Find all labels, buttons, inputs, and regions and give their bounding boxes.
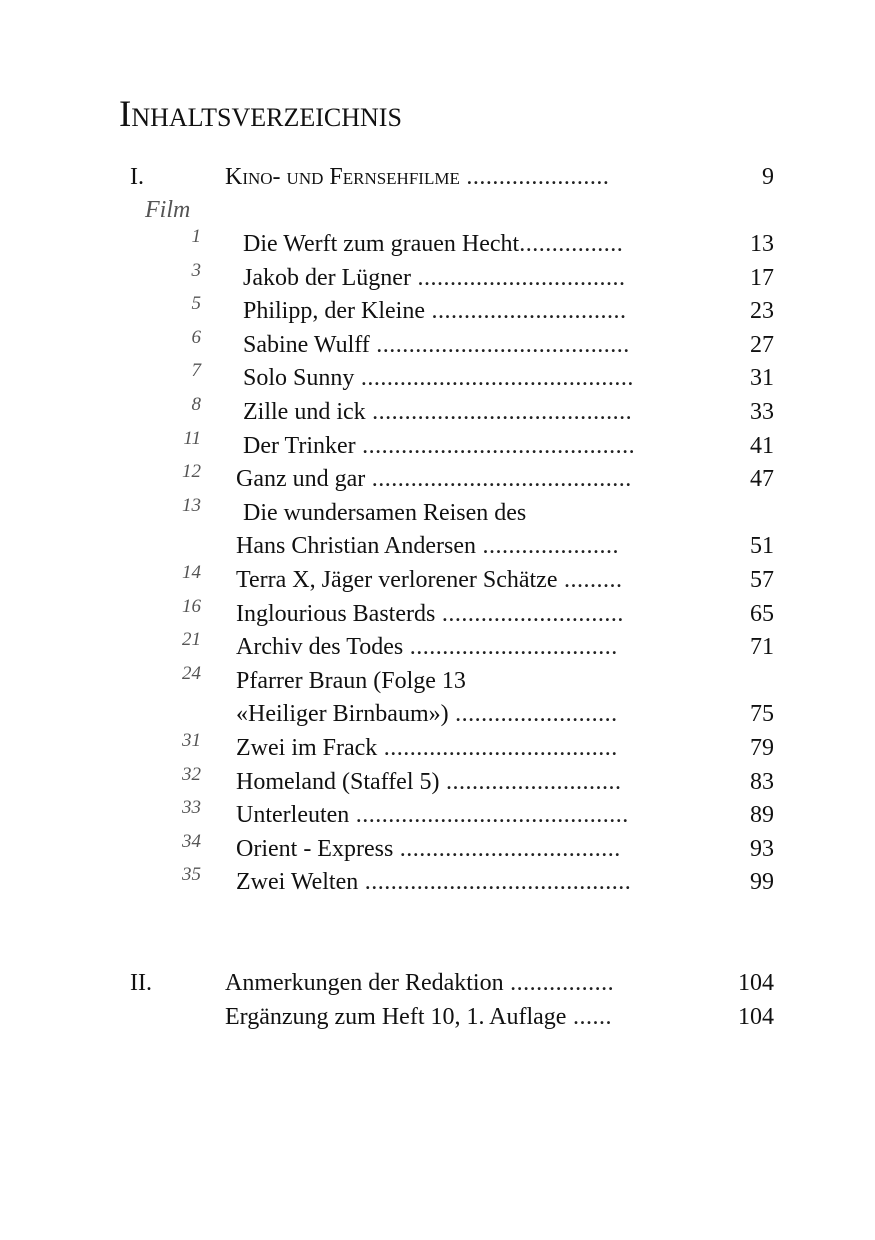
page-number: 93 [750,835,774,862]
toc-entry[interactable] [0,529,875,563]
film-number: 7 [191,360,201,382]
entry-title [225,1000,612,1034]
entry-title [236,664,466,698]
film-column-label: Film [145,197,191,223]
page-number: 9 [762,164,774,190]
entry-label: Solo Sunny [243,365,355,392]
film-number: 21 [182,629,201,651]
film-number: 31 [182,730,201,751]
entry-title [243,227,623,261]
toc-entry[interactable] [0,429,875,463]
section-title [225,160,609,194]
page-number: 83 [750,768,774,795]
leader-dots: ................ [503,970,615,996]
toc-entry[interactable] [0,865,875,899]
toc-entry[interactable] [0,697,875,731]
film-number: 35 [182,864,201,886]
leader-dots: .............................. [424,298,627,325]
page-number: 104 [738,970,774,996]
film-number: 5 [191,293,201,315]
film-number: 3 [191,259,201,281]
page-number: 79 [750,735,774,761]
leader-dots: ................................ [403,634,618,661]
page-number: 57 [750,567,774,593]
page-number: 47 [750,466,774,493]
leader-dots: ........................................ [365,466,632,493]
entry-title [243,261,625,295]
leader-dots: ...................... [459,164,610,190]
toc-entry[interactable] [0,832,875,866]
page-number: 13 [750,231,774,257]
toc-title: Inhaltsverzeichnis [119,94,402,135]
entry-label: Zille und ick [243,399,366,425]
leader-dots: .......................................... [355,432,636,459]
entry-label: Hans Christian Andersen [236,533,476,560]
entry-label: Inglourious Basterds [236,600,436,627]
toc-entry[interactable] [0,597,875,631]
entry-label: Sabine Wulff [243,331,370,358]
leader-dots: ........................................ [365,399,633,425]
leader-dots: ............................ [435,600,624,627]
entry-title [236,865,631,899]
page-number: 17 [750,264,774,291]
entry-label: Zwei Welten [236,869,359,896]
page-number: 27 [750,331,774,358]
page-number: 104 [738,1004,774,1030]
page-number: 89 [750,802,774,829]
film-number: 24 [182,662,201,684]
entry-title [236,832,621,866]
page-number: 71 [750,634,774,661]
entry-label: Anmerkungen der Redaktion [225,970,504,996]
entry-label: Jakob der Lügner [243,264,411,291]
leader-dots: ........................... [439,768,622,795]
toc-entry[interactable] [0,462,875,496]
toc-entry[interactable] [0,664,875,698]
entry-label: Der Trinker [243,432,356,459]
leader-dots: .................................. [393,835,621,862]
page-number: 41 [750,432,774,459]
toc-entry[interactable] [0,261,875,295]
film-number: 1 [191,226,201,247]
entry-title [236,563,622,597]
film-number: 16 [182,595,201,617]
entry-title [243,361,634,395]
film-number: 34 [182,830,201,852]
entry-title [225,966,614,1000]
leader-dots: ...... [566,1004,612,1030]
leader-dots: .................................... [377,735,618,761]
entry-title [243,328,630,362]
section-1-heading[interactable] [0,160,875,194]
section-label: Kino- und Fernsehfilme [225,164,460,190]
page-number: 75 [750,701,774,728]
entry-label: Zwei im Frack [236,735,378,761]
toc-entry[interactable] [0,294,875,328]
film-number: 32 [182,763,201,785]
leader-dots: ................................ [410,264,626,291]
toc-entry[interactable] [0,731,875,765]
section-2-heading[interactable] [0,966,875,1000]
entry-title [243,496,526,530]
entry-label: Die Werft zum grauen Hecht [243,231,520,257]
film-number: 14 [182,562,201,583]
leader-dots: ..................... [475,533,619,560]
toc-entry[interactable] [0,496,875,530]
entry-title [243,294,626,328]
entry-label: Die wundersamen Reisen des [243,499,527,526]
entry-title [236,529,619,563]
entry-title [236,630,618,664]
entry-label: Pfarrer Braun (Folge 13 [236,667,466,694]
entry-title [236,731,618,765]
leader-dots: ......... [557,567,623,593]
toc-entry[interactable] [0,630,875,664]
page-number: 31 [750,365,774,392]
entry-label: Homeland (Staffel 5) [236,768,440,795]
entry-label: Philipp, der Kleine [243,298,425,325]
entry-label: Archiv des Todes [236,634,404,661]
leader-dots: ................ [519,231,624,257]
entry-title [236,798,629,832]
entry-label: Ergänzung zum Heft 10, 1. Auflage [225,1004,567,1030]
entry-title [243,429,635,463]
section-number: II. [130,970,152,996]
toc-entry[interactable] [0,361,875,395]
entry-label: Terra X, Jäger verlorener Schätze [236,567,558,593]
film-number: 12 [182,461,201,483]
toc-entry[interactable] [0,328,875,362]
film-number: 6 [191,326,201,348]
entry-label: Unterleuten [236,802,350,829]
page-number: 99 [750,869,774,896]
entry-label: Orient - Express [236,835,394,862]
film-number: 11 [183,427,201,449]
page-number: 33 [750,399,774,425]
leader-dots: ......................... [448,701,618,728]
leader-dots: ....................................... [369,331,630,358]
entry-title [243,395,632,429]
entry-label: Ganz und gar [236,466,366,493]
leader-dots: .......................................... [354,365,634,392]
toc-entry[interactable] [0,1000,875,1034]
entry-title [236,597,624,631]
entry-title [236,765,622,799]
page-number: 51 [750,533,774,560]
entry-title [236,462,632,496]
section-number: I. [130,164,144,190]
toc-entry[interactable] [0,395,875,429]
page-number: 23 [750,298,774,325]
leader-dots: ......................................... [358,869,632,896]
toc-entry[interactable] [0,563,875,597]
film-number: 8 [191,394,201,415]
toc-entry[interactable] [0,765,875,799]
film-number: 13 [182,494,201,516]
page-number: 65 [750,600,774,627]
leader-dots: .......................................... [349,802,629,829]
toc-entry[interactable] [0,798,875,832]
film-number: 33 [182,797,201,819]
entry-label: «Heiliger Birnbaum») [236,701,449,728]
toc-entry[interactable] [0,227,875,261]
entry-title [236,697,618,731]
